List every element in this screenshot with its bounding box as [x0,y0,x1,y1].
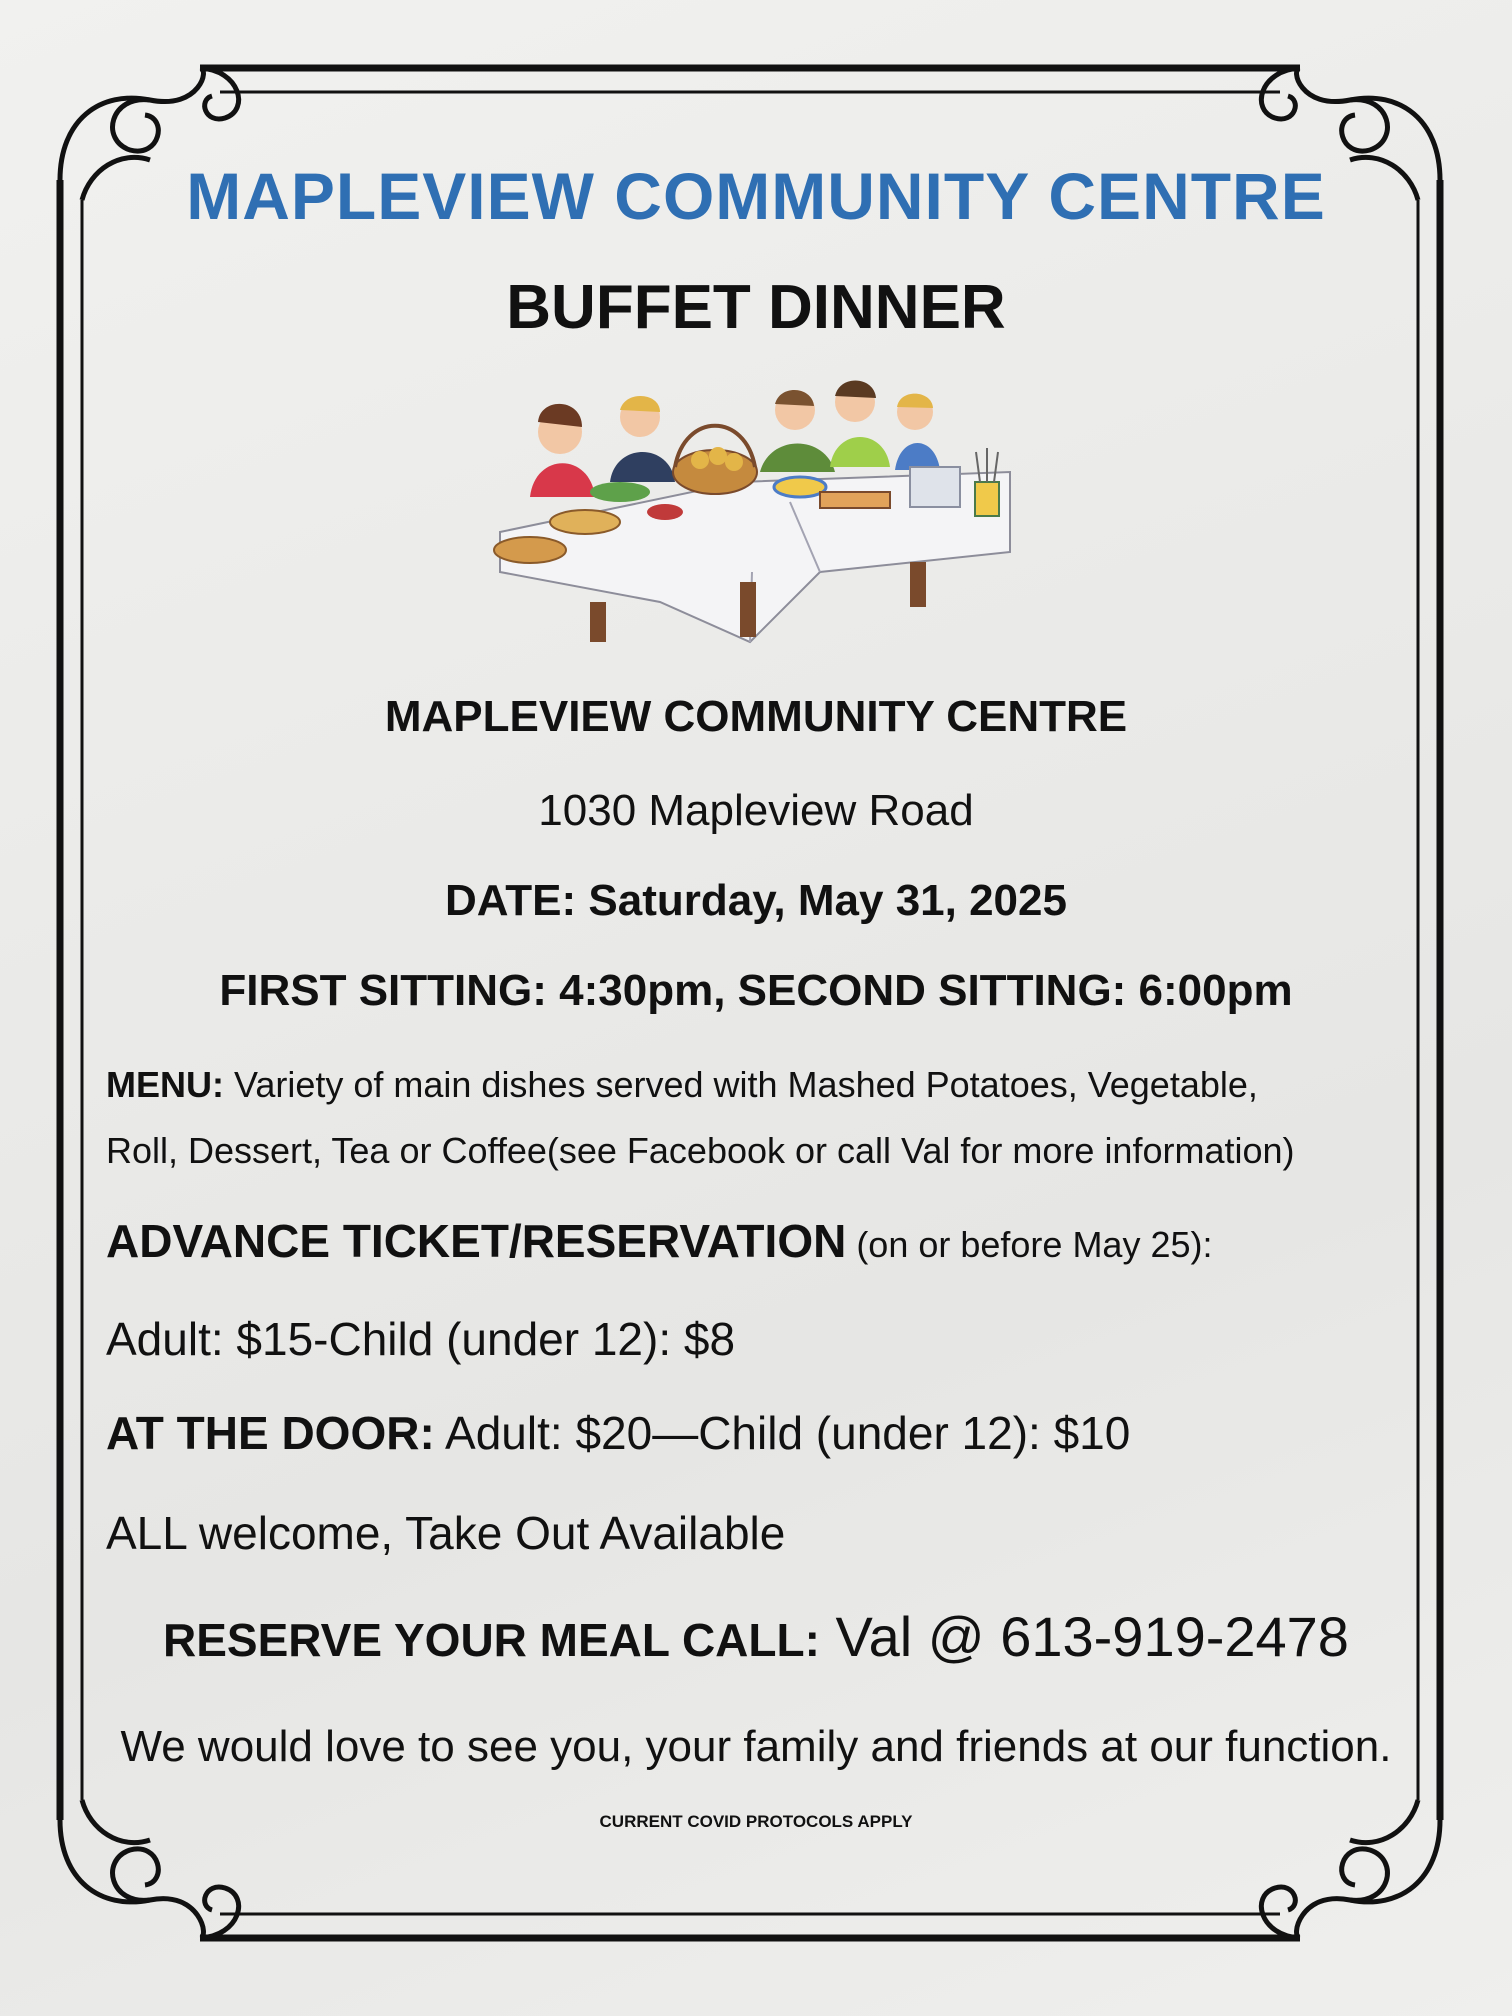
door-prices: Adult: $20—Child (under 12): $10 [434,1407,1131,1459]
person-figure [895,394,940,470]
venue-address: 1030 Mapleview Road [538,786,974,835]
sitting-times: FIRST SITTING: 4:30pm, SECOND SITTING: 6:00pm [219,966,1293,1015]
closing-message: We would love to see you, your family and friends at our function. [120,1722,1392,1771]
advance-prices: Adult: $15-Child (under 12): $8 [106,1313,736,1365]
reserve-line [80,1604,1432,1669]
reserve-contact: Val @ 613-919-2478 [819,1605,1349,1668]
header-title: MAPLEVIEW COMMUNITY CENTRE [186,159,1326,233]
person-figure [530,404,595,497]
advance-label: ADVANCE TICKET/RESERVATION [106,1215,847,1267]
welcome-text: ALL welcome, Take Out Available [106,1507,786,1559]
person-figure [830,380,890,467]
door-label: AT THE DOOR: [106,1407,435,1459]
buffet-dinner-illustration [490,372,1020,662]
reserve-label: RESERVE YOUR MEAL CALL: [163,1614,820,1666]
menu-line-2: Roll, Dessert, Tea or Coffee(see Facebook or call Val for more information) [106,1130,1295,1171]
venue-name: MAPLEVIEW COMMUNITY CENTRE [384,692,1128,741]
event-date: DATE: Saturday, May 31, 2025 [445,876,1067,925]
advance-ticket-heading [106,1214,1446,1268]
covid-note: CURRENT COVID PROTOCOLS APPLY [599,1812,913,1831]
door-prices-line [106,1406,1446,1460]
menu-label: MENU: [106,1064,224,1105]
event-title: BUFFET DINNER [506,273,1006,342]
advance-note: (on or before May 25): [846,1224,1213,1265]
menu-line-1 [106,1064,1446,1106]
person-figure [610,396,675,482]
menu-text: Variety of main dishes served with Mashed Potatoes, Vegetable, [223,1064,1258,1105]
person-figure [760,390,835,472]
